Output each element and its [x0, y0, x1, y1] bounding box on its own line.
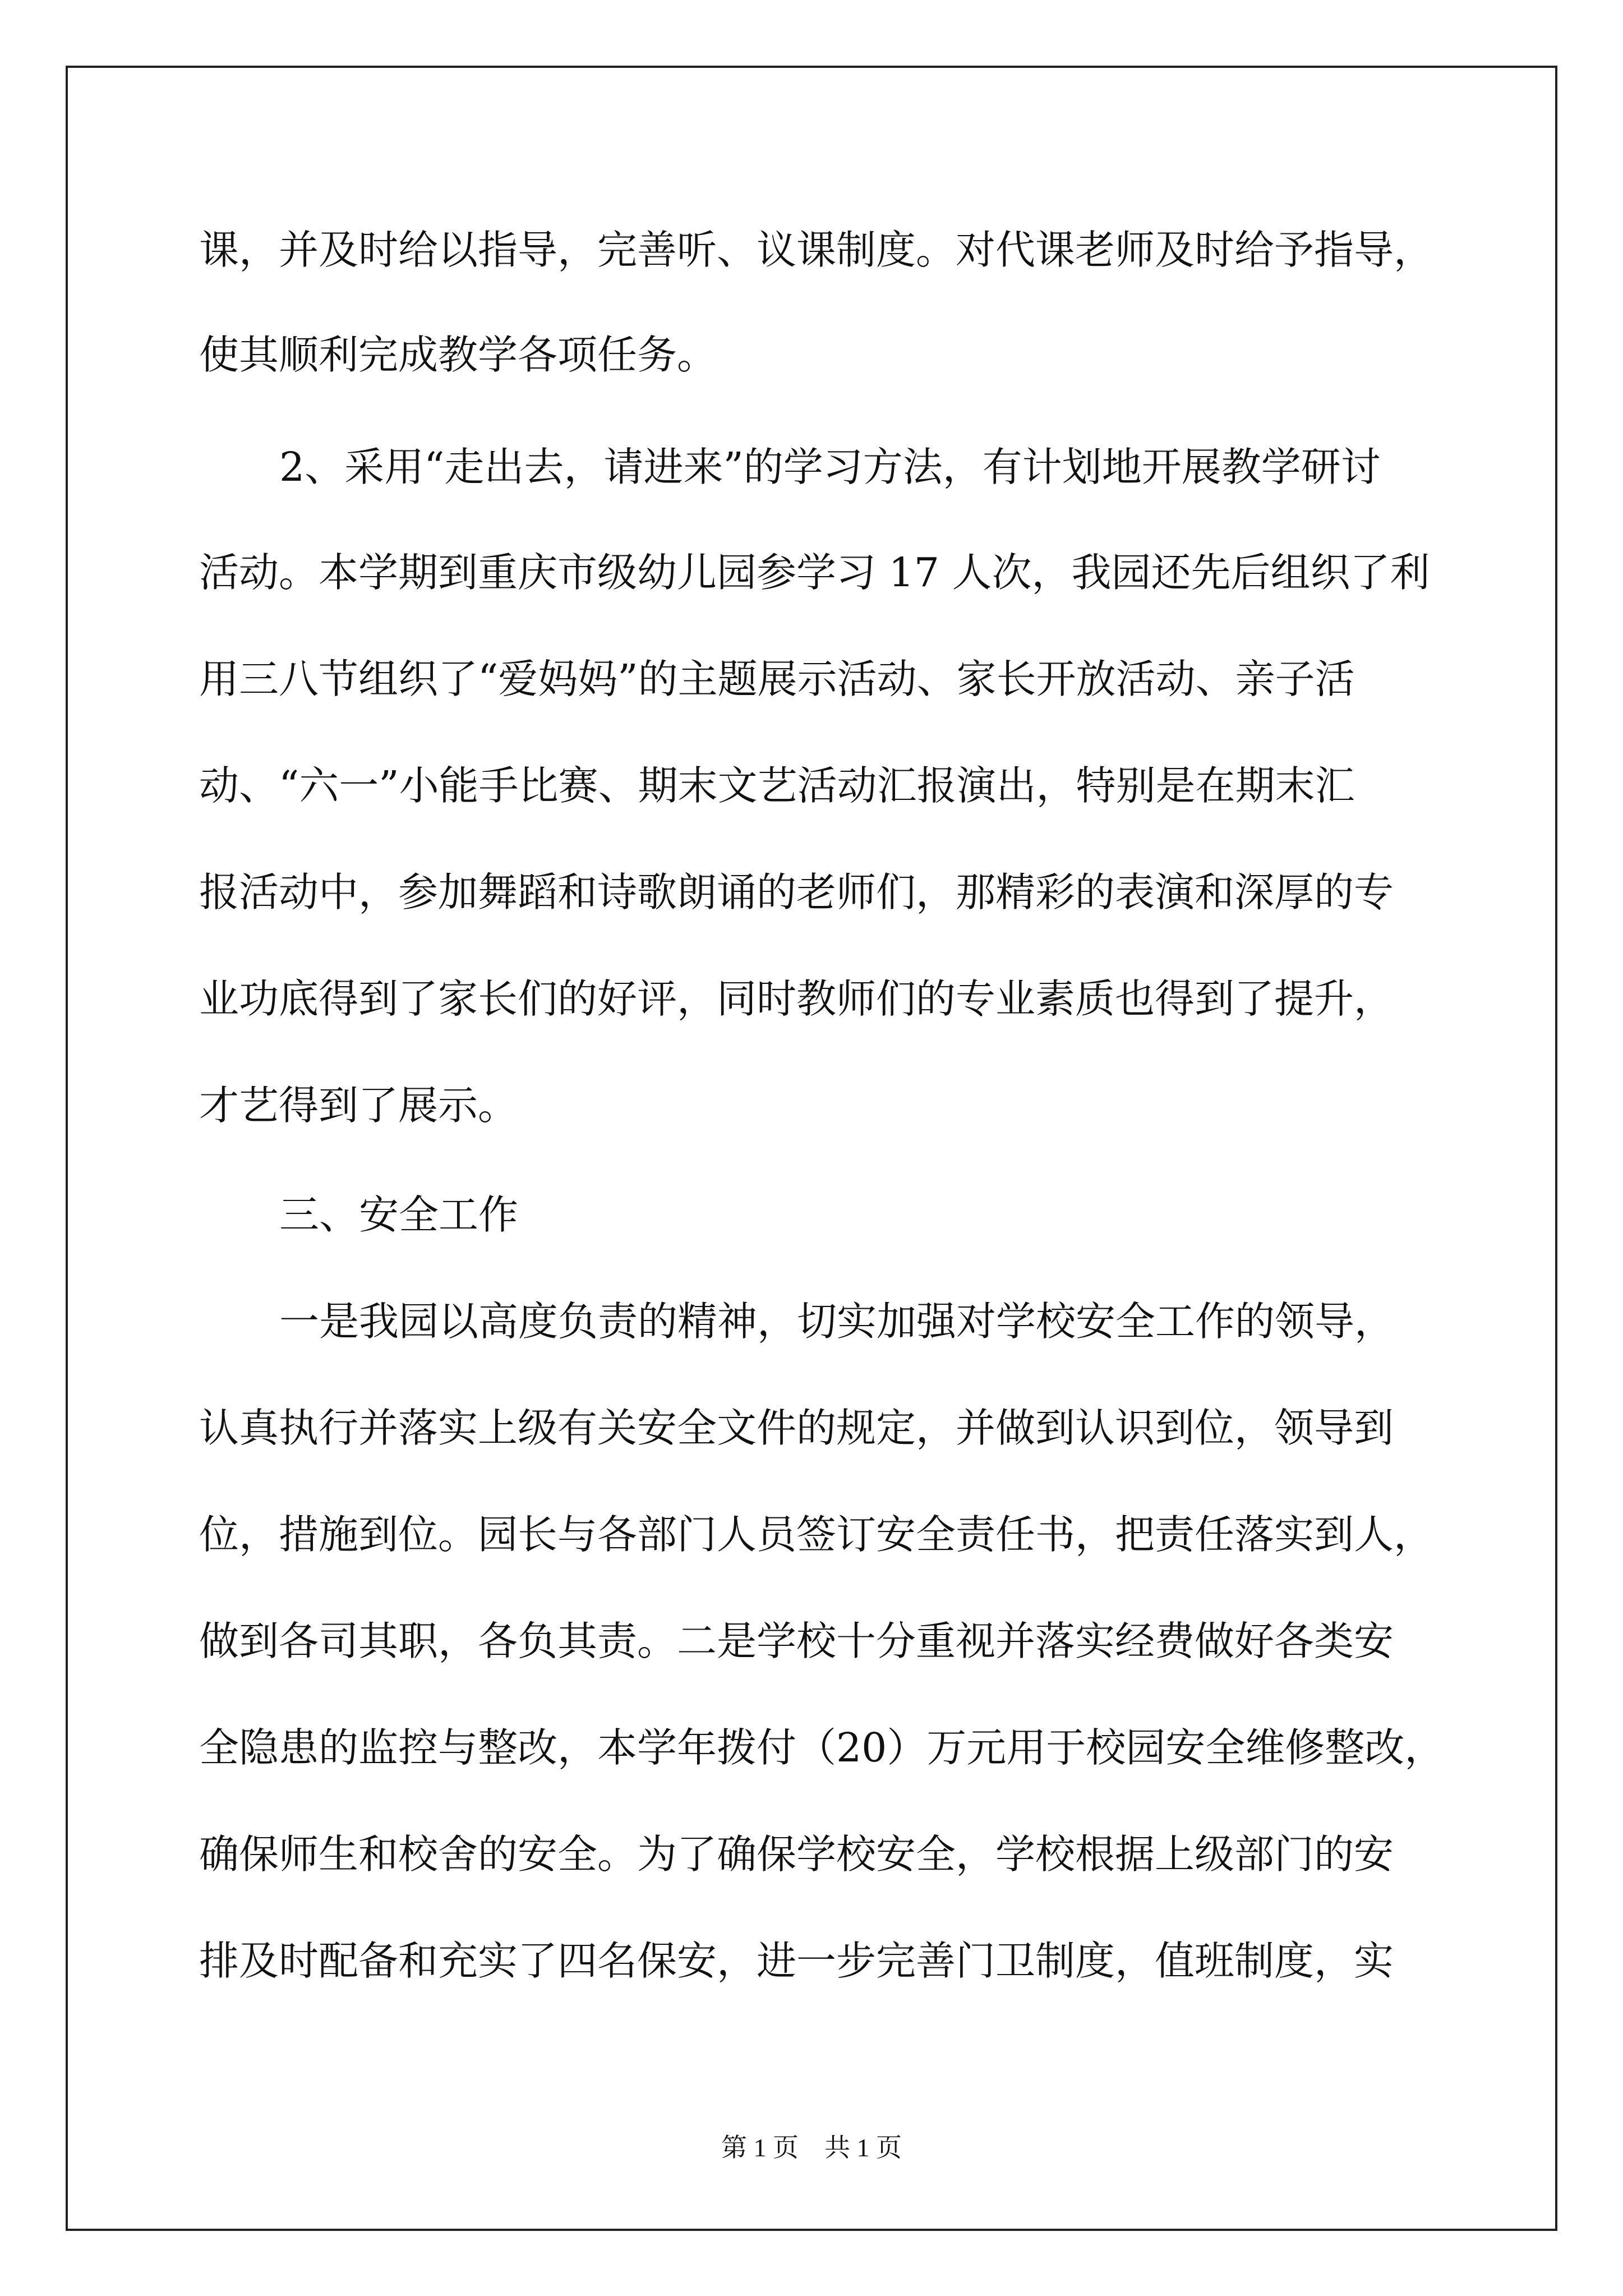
text-line: 做到各司其职，各负其责。二是学校十分重视并落实经费做好各类安: [199, 1618, 1394, 1664]
text-line: 确保师生和校舍的安全。为了确保学校安全，学校根据上级部门的安: [199, 1831, 1394, 1878]
text-line: 业功底得到了家长们的好评，同时教师们的专业素质也得到了提升，: [199, 976, 1394, 1022]
text-line: 才艺得到了展示。: [199, 1082, 518, 1129]
text-line: 用三八节组织了“爱妈妈”的主题展示活动、家长开放活动、亲子活: [199, 656, 1355, 702]
text-line: 使其顺利完成教学各项任务。: [199, 332, 717, 378]
text-line: 认真执行并落实上级有关安全文件的规定，并做到认识到位，领导到: [199, 1405, 1394, 1451]
text-line: 全隐患的监控与整改，本学年拨付（20）万元用于校园安全维修整改，: [199, 1724, 1445, 1771]
text-line: 报活动中，参加舞蹈和诗歌朗诵的老师们，那精彩的表演和深厚的专: [199, 869, 1394, 915]
page-number-footer: 第 1 页 共 1 页: [721, 2133, 902, 2162]
text-line: 2、采用“走出去，请进来”的学习方法，有计划地开展教学研讨: [279, 444, 1381, 490]
text-line: 位，措施到位。园长与各部门人员签订安全责任书，把责任落实到人，: [199, 1511, 1434, 1558]
text-line: 动、“六一”小能手比赛、期末文艺活动汇报演出，特别是在期末汇: [199, 762, 1355, 809]
section-heading: 三、安全工作: [279, 1191, 519, 1238]
text-line: 一是我园以高度负责的精神，切实加强对学校安全工作的领导，: [279, 1298, 1395, 1345]
text-line: 活动。本学期到重庆市级幼儿园参学习 17 人次，我园还先后组织了利: [199, 549, 1430, 596]
page-border: [66, 66, 1557, 2231]
text-line: 课，并及时给以指导，完善听、议课制度。对代课老师及时给予指导，: [199, 227, 1434, 273]
text-line: 排及时配备和充实了四名保安，进一步完善门卫制度，值班制度，实: [199, 1938, 1394, 1984]
